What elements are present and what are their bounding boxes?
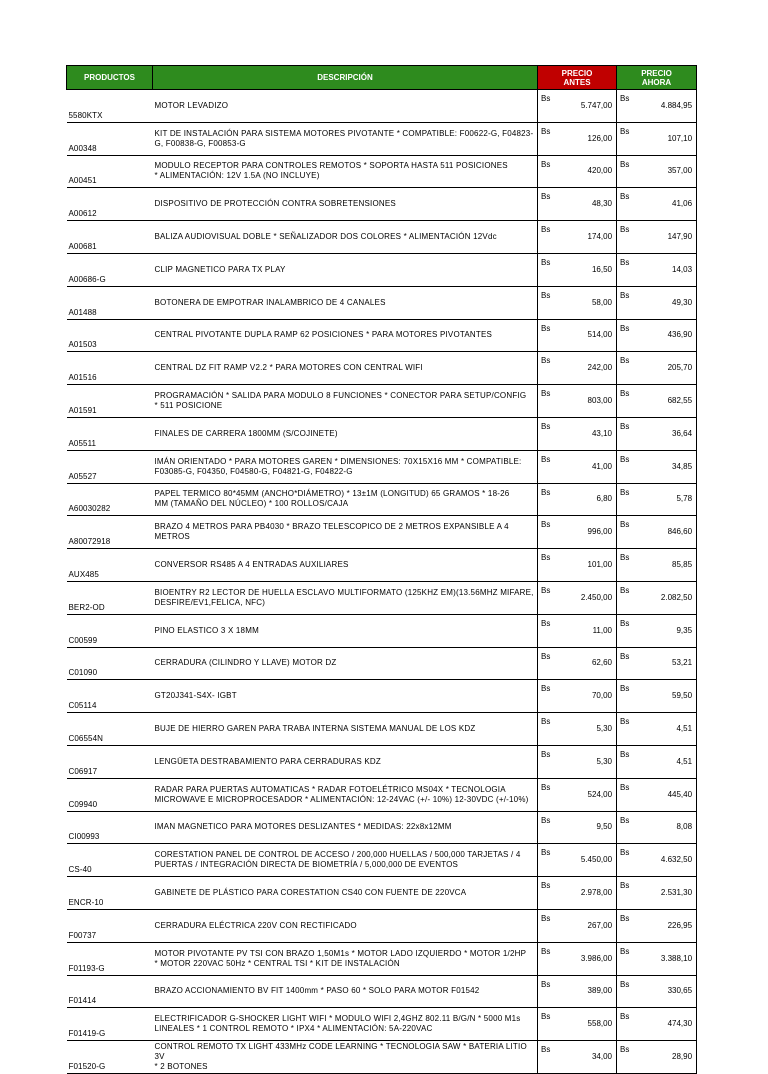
product-code: A00686-G — [67, 253, 153, 286]
price-ahora: 5,78 — [631, 483, 697, 516]
product-description — [153, 188, 538, 221]
price-list-table — [66, 65, 697, 1074]
table-row — [67, 221, 697, 254]
currency-ahora: Bs — [617, 713, 631, 746]
currency-ahora: Bs — [617, 385, 631, 418]
currency-ahora: Bs — [617, 450, 631, 483]
product-code: F01520-G — [67, 1041, 153, 1074]
currency-ahora: Bs — [617, 319, 631, 352]
currency-antes: Bs — [538, 253, 552, 286]
currency-ahora: Bs — [617, 188, 631, 221]
product-code: A00348 — [67, 122, 153, 155]
currency-antes: Bs — [538, 614, 552, 647]
table-row — [67, 417, 697, 450]
price-antes: 58,00 — [552, 286, 617, 319]
currency-antes: Bs — [538, 221, 552, 254]
product-code: A05527 — [67, 450, 153, 483]
table-row — [67, 483, 697, 516]
description-line: RADAR PARA PUERTAS AUTOMATICAS * RADAR FOTOELÉTRICO MS04X * TECNOLOGIA — [154, 784, 506, 794]
product-description — [153, 483, 538, 516]
price-ahora: 4.884,95 — [631, 90, 697, 123]
description-line: CERRADURA (CILINDRO Y LLAVE) MOTOR DZ — [154, 658, 337, 668]
price-ahora: 4.632,50 — [631, 844, 697, 877]
price-antes: 5.450,00 — [552, 844, 617, 877]
currency-antes: Bs — [538, 581, 552, 614]
price-ahora: 107,10 — [631, 122, 697, 155]
description-line: BRAZO ACCIONAMIENTO BV FIT 1400mm * PASO 60 * SOLO PARA MOTOR F01542 — [154, 986, 480, 996]
price-ahora: 4,51 — [631, 713, 697, 746]
header-productos: PRODUCTOS — [67, 66, 153, 90]
product-code: C01090 — [67, 647, 153, 680]
currency-antes: Bs — [538, 352, 552, 385]
price-antes: 70,00 — [552, 680, 617, 713]
price-ahora: 34,85 — [631, 450, 697, 483]
price-ahora: 9,35 — [631, 614, 697, 647]
product-description — [153, 155, 538, 188]
table-row — [67, 188, 697, 221]
currency-antes: Bs — [538, 319, 552, 352]
price-antes: 996,00 — [552, 516, 617, 549]
price-antes: 11,00 — [552, 614, 617, 647]
price-antes: 16,50 — [552, 253, 617, 286]
price-ahora: 846,60 — [631, 516, 697, 549]
product-code: A01591 — [67, 385, 153, 418]
price-antes: 62,60 — [552, 647, 617, 680]
product-description — [153, 680, 538, 713]
currency-antes: Bs — [538, 286, 552, 319]
product-description — [153, 713, 538, 746]
table-row — [67, 877, 697, 910]
currency-ahora: Bs — [617, 155, 631, 188]
table-row — [67, 319, 697, 352]
table-row — [67, 614, 697, 647]
product-code: F00737 — [67, 909, 153, 942]
price-antes: 3.986,00 — [552, 942, 617, 975]
product-description — [153, 975, 538, 1008]
product-description — [153, 516, 538, 549]
product-description — [153, 877, 538, 910]
price-antes: 9,50 — [552, 811, 617, 844]
currency-ahora: Bs — [617, 1008, 631, 1041]
product-code: A01516 — [67, 352, 153, 385]
product-code: AUX485 — [67, 549, 153, 582]
header-row — [67, 66, 697, 90]
description-line: IMÁN ORIENTADO * PARA MOTORES GAREN * DIMENSIONES: 70X15X16 MM * COMPATIBLE: — [154, 456, 522, 466]
price-antes: 126,00 — [552, 122, 617, 155]
product-code: C05114 — [67, 680, 153, 713]
product-description — [153, 450, 538, 483]
price-antes: 5,30 — [552, 713, 617, 746]
product-code: C06917 — [67, 745, 153, 778]
table-row — [67, 713, 697, 746]
currency-ahora: Bs — [617, 975, 631, 1008]
price-antes: 2.450,00 — [552, 581, 617, 614]
currency-antes: Bs — [538, 483, 552, 516]
product-description — [153, 286, 538, 319]
currency-ahora: Bs — [617, 122, 631, 155]
currency-antes: Bs — [538, 713, 552, 746]
currency-antes: Bs — [538, 516, 552, 549]
description-line: MOTOR PIVOTANTE PV TSI CON BRAZO 1,50M1s * MOTOR LADO IZQUIERDO * MOTOR 1/2HP — [154, 948, 527, 958]
table-row — [67, 680, 697, 713]
currency-antes: Bs — [538, 647, 552, 680]
product-code: C06554N — [67, 713, 153, 746]
description-line: FINALES DE CARRERA 1800MM (S/COJINETE) — [154, 428, 338, 438]
description-line: METROS — [154, 532, 190, 542]
product-code: A00451 — [67, 155, 153, 188]
currency-ahora: Bs — [617, 942, 631, 975]
currency-ahora: Bs — [617, 680, 631, 713]
currency-antes: Bs — [538, 909, 552, 942]
price-ahora: 85,85 — [631, 549, 697, 582]
currency-ahora: Bs — [617, 286, 631, 319]
currency-ahora: Bs — [617, 90, 631, 123]
currency-antes: Bs — [538, 155, 552, 188]
currency-antes: Bs — [538, 90, 552, 123]
currency-ahora: Bs — [617, 811, 631, 844]
description-line: G, F00838-G, F00853-G — [154, 138, 246, 148]
currency-ahora: Bs — [617, 417, 631, 450]
product-description — [153, 90, 538, 123]
header-precio-antes: PRECIO ANTES — [538, 66, 617, 90]
currency-antes: Bs — [538, 122, 552, 155]
currency-ahora: Bs — [617, 778, 631, 811]
price-antes: 267,00 — [552, 909, 617, 942]
product-description — [153, 549, 538, 582]
description-line: PAPEL TERMICO 80*45MM (ANCHO*DIÁMETRO) * 13±1M (LONGITUD) 65 GRAMOS * 18-26 — [154, 489, 510, 499]
product-code: F01193-G — [67, 942, 153, 975]
description-line: * ALIMENTACIÓN: 12V 1.5A (NO INCLUYE) — [154, 171, 320, 181]
description-line: LINEALES * 1 CONTROL REMOTO * IPX4 * ALIMENTACIÓN: 5A-220VAC — [154, 1024, 433, 1034]
table-row — [67, 90, 697, 123]
table-row — [67, 253, 697, 286]
price-ahora: 59,50 — [631, 680, 697, 713]
price-antes: 420,00 — [552, 155, 617, 188]
table-row — [67, 1008, 697, 1041]
table-row — [67, 942, 697, 975]
table-row — [67, 1041, 697, 1074]
table-row — [67, 811, 697, 844]
price-antes: 514,00 — [552, 319, 617, 352]
description-line: BRAZO 4 METROS PARA PB4030 * BRAZO TELESCOPICO DE 2 METROS EXPANSIBLE A 4 — [154, 522, 509, 532]
product-description — [153, 1041, 538, 1074]
description-line: PINO ELASTICO 3 X 18MM — [154, 625, 259, 635]
description-line: CLIP MAGNETICO PARA TX PLAY — [154, 264, 286, 274]
currency-ahora: Bs — [617, 614, 631, 647]
product-code: F01419-G — [67, 1008, 153, 1041]
price-antes: 5.747,00 — [552, 90, 617, 123]
product-code: C00599 — [67, 614, 153, 647]
description-line: CENTRAL DZ FIT RAMP V2.2 * PARA MOTORES CON CENTRAL WIFI — [154, 363, 423, 373]
header-precio-ahora: PRECIO AHORA — [617, 66, 697, 90]
description-line: CERRADURA ELÉCTRICA 220V CON RECTIFICADO — [154, 920, 357, 930]
description-line: CONTROL REMOTO TX LIGHT 433MHz CODE LEARNING * TECNOLOGIA SAW * BATERIA LITIO 3V — [154, 1042, 527, 1061]
product-description — [153, 319, 538, 352]
currency-ahora: Bs — [617, 516, 631, 549]
description-line: CONVERSOR RS485 A 4 ENTRADAS AUXILIARES — [154, 560, 349, 570]
price-ahora: 8,08 — [631, 811, 697, 844]
price-antes: 389,00 — [552, 975, 617, 1008]
currency-ahora: Bs — [617, 647, 631, 680]
product-code: A00612 — [67, 188, 153, 221]
price-antes: 803,00 — [552, 385, 617, 418]
description-line: * 2 BOTONES — [154, 1062, 208, 1071]
table-row — [67, 385, 697, 418]
price-ahora: 3.388,10 — [631, 942, 697, 975]
description-line: CENTRAL PIVOTANTE DUPLA RAMP 62 POSICIONES * PARA MOTORES PIVOTANTES — [154, 330, 493, 340]
description-line: * 511 POSICIONE — [154, 401, 223, 411]
currency-ahora: Bs — [617, 745, 631, 778]
description-line: MOTOR LEVADIZO — [154, 100, 229, 110]
description-line: DISPOSITIVO DE PROTECCIÓN CONTRA SOBRETENSIONES — [154, 199, 396, 209]
price-ahora: 2.082,50 — [631, 581, 697, 614]
product-code: A05511 — [67, 417, 153, 450]
description-line: BIOENTRY R2 LECTOR DE HUELLA ESCLAVO MULTIFORMATO (125KHZ EM)(13.56MHZ MIFARE, — [154, 587, 534, 597]
price-ahora: 226,95 — [631, 909, 697, 942]
price-antes: 2.978,00 — [552, 877, 617, 910]
product-code: CI00993 — [67, 811, 153, 844]
table-row — [67, 975, 697, 1008]
description-line: MICROWAVE E MICROPROCESADOR * ALIMENTACIÓN: 12-24VAC (+/- 10%) 12-30VDC (+/-10%) — [154, 794, 529, 804]
table-row — [67, 516, 697, 549]
currency-ahora: Bs — [617, 581, 631, 614]
product-description — [153, 122, 538, 155]
table-row — [67, 909, 697, 942]
price-antes: 5,30 — [552, 745, 617, 778]
price-ahora: 357,00 — [631, 155, 697, 188]
table-row — [67, 122, 697, 155]
price-ahora: 4,51 — [631, 745, 697, 778]
price-antes: 558,00 — [552, 1008, 617, 1041]
price-antes: 242,00 — [552, 352, 617, 385]
price-antes: 34,00 — [552, 1041, 617, 1074]
price-ahora: 2.531,30 — [631, 877, 697, 910]
table-row — [67, 450, 697, 483]
currency-antes: Bs — [538, 385, 552, 418]
currency-antes: Bs — [538, 417, 552, 450]
product-description — [153, 385, 538, 418]
description-line: LENGÜETA DESTRABAMIENTO PARA CERRADURAS KDZ — [154, 756, 381, 766]
table-row — [67, 745, 697, 778]
product-description — [153, 417, 538, 450]
product-description — [153, 581, 538, 614]
product-description — [153, 811, 538, 844]
currency-ahora: Bs — [617, 352, 631, 385]
currency-antes: Bs — [538, 844, 552, 877]
product-code: A80072918 — [67, 516, 153, 549]
description-line: IMAN MAGNETICO PARA MOTORES DESLIZANTES * MEDIDAS: 22x8x12MM — [154, 822, 452, 832]
price-ahora: 14,03 — [631, 253, 697, 286]
product-description — [153, 745, 538, 778]
price-ahora: 41,06 — [631, 188, 697, 221]
price-ahora: 474,30 — [631, 1008, 697, 1041]
price-ahora: 445,40 — [631, 778, 697, 811]
currency-antes: Bs — [538, 450, 552, 483]
table-row — [67, 286, 697, 319]
table-row — [67, 549, 697, 582]
table-row — [67, 647, 697, 680]
product-code: A60030282 — [67, 483, 153, 516]
description-line: MODULO RECEPTOR PARA CONTROLES REMOTOS * SOPORTA HASTA 511 POSICIONES — [154, 161, 508, 171]
currency-ahora: Bs — [617, 549, 631, 582]
description-line: BALIZA AUDIOVISUAL DOBLE * SEÑALIZADOR DOS COLORES * ALIMENTACIÓN 12Vdc — [154, 232, 497, 242]
product-description — [153, 1008, 538, 1041]
description-line: GABINETE DE PLÁSTICO PARA CORESTATION CS40 CON FUENTE DE 220VCA — [154, 888, 467, 898]
currency-antes: Bs — [538, 1008, 552, 1041]
table-row — [67, 844, 697, 877]
description-line: PUERTAS / INTEGRACIÓN DIRECTA DE BIOMETRÍA / 5,000,000 DE EVENTOS — [154, 860, 459, 870]
product-description — [153, 778, 538, 811]
table-row — [67, 581, 697, 614]
price-ahora: 205,70 — [631, 352, 697, 385]
price-ahora: 53,21 — [631, 647, 697, 680]
table-row — [67, 155, 697, 188]
description-line: BOTONERA DE EMPOTRAR INALAMBRICO DE 4 CANALES — [154, 297, 386, 307]
currency-antes: Bs — [538, 877, 552, 910]
price-ahora: 49,30 — [631, 286, 697, 319]
price-antes: 6,80 — [552, 483, 617, 516]
product-code: 5580KTX — [67, 90, 153, 123]
currency-antes: Bs — [538, 188, 552, 221]
currency-antes: Bs — [538, 1041, 552, 1074]
product-code: C09940 — [67, 778, 153, 811]
price-antes: 41,00 — [552, 450, 617, 483]
price-antes: 43,10 — [552, 417, 617, 450]
product-description — [153, 844, 538, 877]
product-description — [153, 614, 538, 647]
price-antes: 174,00 — [552, 221, 617, 254]
currency-antes: Bs — [538, 549, 552, 582]
description-line: BUJE DE HIERRO GAREN PARA TRABA INTERNA SISTEMA MANUAL DE LOS KDZ — [154, 724, 476, 734]
header-descripcion: DESCRIPCIÓN — [153, 66, 538, 90]
currency-antes: Bs — [538, 942, 552, 975]
currency-ahora: Bs — [617, 909, 631, 942]
description-line: MM (TAMAÑO DEL NÚCLEO) * 100 ROLLOS/CAJA — [154, 499, 349, 509]
currency-ahora: Bs — [617, 877, 631, 910]
currency-ahora: Bs — [617, 844, 631, 877]
description-line: DESFIRE/EV1,FELICA, NFC) — [154, 597, 266, 607]
currency-ahora: Bs — [617, 253, 631, 286]
price-ahora: 28,90 — [631, 1041, 697, 1074]
table-row — [67, 352, 697, 385]
product-code: BER2-OD — [67, 581, 153, 614]
price-ahora: 36,64 — [631, 417, 697, 450]
product-code: A01503 — [67, 319, 153, 352]
product-code: A00681 — [67, 221, 153, 254]
price-ahora: 147,90 — [631, 221, 697, 254]
price-antes: 524,00 — [552, 778, 617, 811]
currency-ahora: Bs — [617, 221, 631, 254]
price-antes: 101,00 — [552, 549, 617, 582]
description-line: CORESTATION PANEL DE CONTROL DE ACCESO / 200,000 HUELLAS / 500,000 TARJETAS / 4 — [154, 850, 521, 860]
product-description — [153, 221, 538, 254]
product-description — [153, 647, 538, 680]
currency-ahora: Bs — [617, 1041, 631, 1074]
product-code: CS-40 — [67, 844, 153, 877]
description-line: GT20J341-S4X- IGBT — [154, 691, 237, 701]
price-ahora: 330,65 — [631, 975, 697, 1008]
currency-ahora: Bs — [617, 483, 631, 516]
description-line: ELECTRIFICADOR G-SHOCKER LIGHT WIFI * MODULO WIFI 2,4GHZ 802.11 B/G/N * 5000 M1s — [154, 1014, 521, 1024]
description-line: F03085-G, F04350, F04580-G, F04821-G, F04822-G — [154, 466, 353, 476]
product-description — [153, 253, 538, 286]
product-description — [153, 352, 538, 385]
product-code: ENCR-10 — [67, 877, 153, 910]
price-antes: 48,30 — [552, 188, 617, 221]
currency-antes: Bs — [538, 975, 552, 1008]
price-ahora: 436,90 — [631, 319, 697, 352]
description-line: KIT DE INSTALACIÓN PARA SISTEMA MOTORES PIVOTANTE * COMPATIBLE: F00622-G, F04823- — [154, 128, 534, 138]
description-line: * MOTOR 220VAC 50Hz * CENTRAL TSI * KIT DE INSTALACIÓN — [154, 958, 400, 968]
product-code: A01488 — [67, 286, 153, 319]
currency-antes: Bs — [538, 778, 552, 811]
product-description — [153, 909, 538, 942]
product-description — [153, 942, 538, 975]
currency-antes: Bs — [538, 680, 552, 713]
price-ahora: 682,55 — [631, 385, 697, 418]
currency-antes: Bs — [538, 811, 552, 844]
product-code: F01414 — [67, 975, 153, 1008]
description-line: PROGRAMACIÓN * SALIDA PARA MODULO 8 FUNCIONES * CONECTOR PARA SETUP/CONFIG — [154, 391, 527, 401]
table-row — [67, 778, 697, 811]
currency-antes: Bs — [538, 745, 552, 778]
